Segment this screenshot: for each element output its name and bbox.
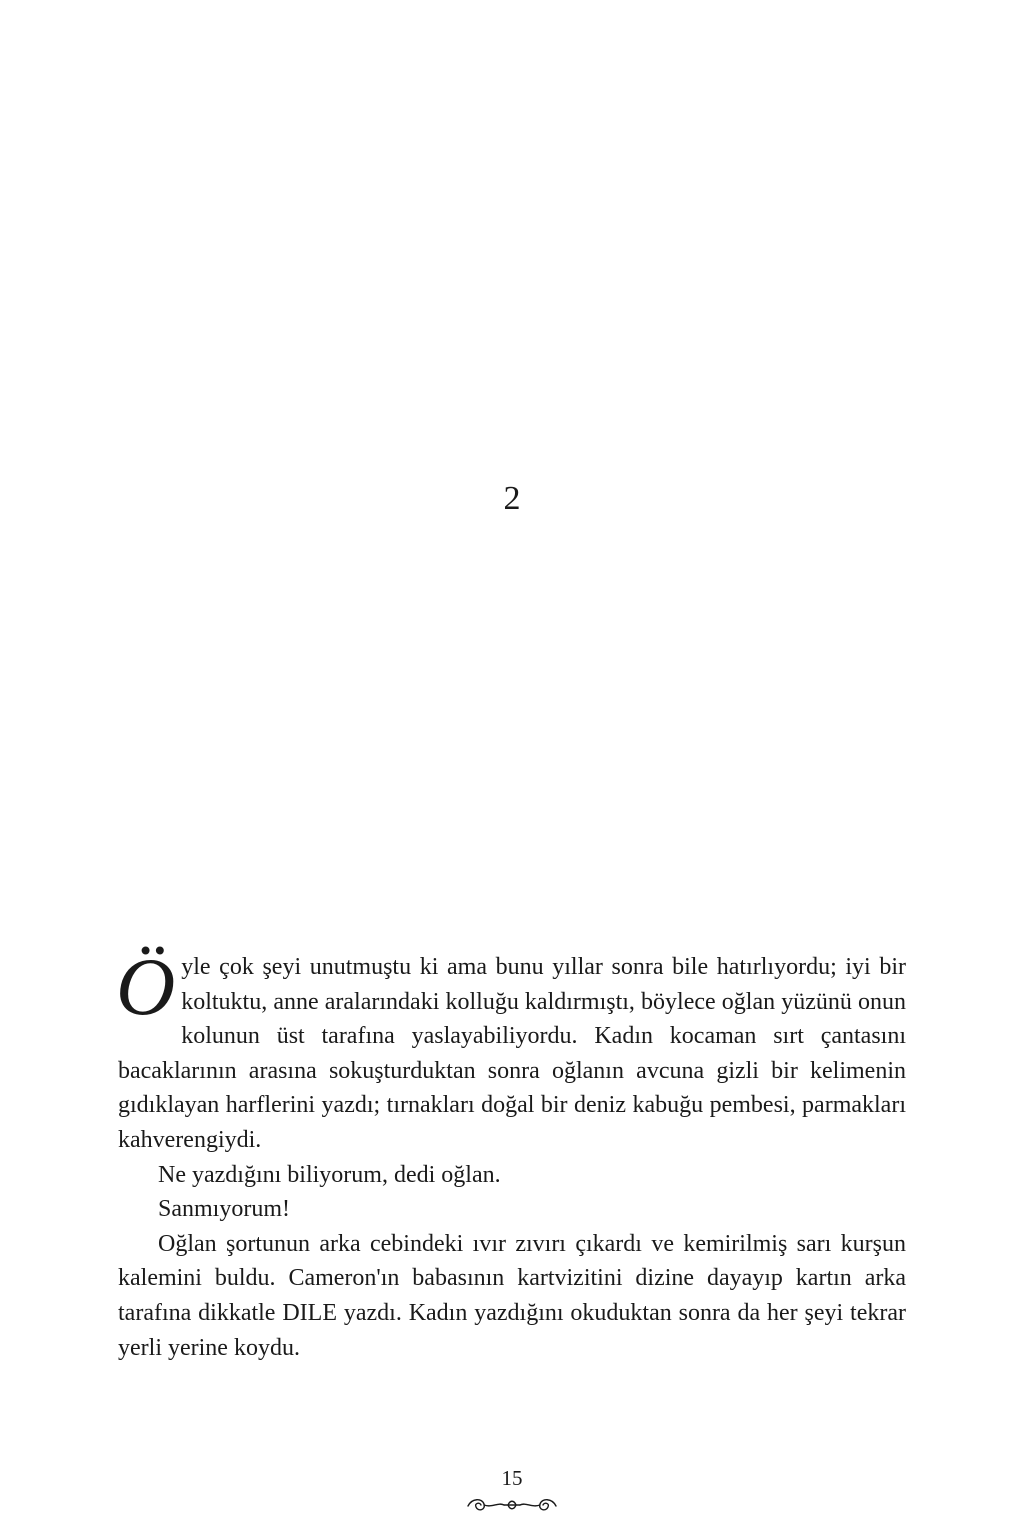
paragraph-1-text: yle çok şeyi unutmuştu ki ama bunu yıllar sonra bile hatırlıyordu; iyi bir koltuktu, anne aralarındaki kolluğu kaldırmıştı, böylece oğlan yüzünü onun kolunun üst tarafına yaslayabiliyordu. Kadın kocaman sırt çantasını bacaklarının arasına sokuşturduktan sonra oğlanın avcuna gizli bir kelimenin gıdıklayan harflerini yazdı; tırnakları doğal bir deniz kabuğu pembesi, parmakları kahverengiydi. — [118, 954, 906, 1153]
drop-cap: Ö — [116, 941, 176, 1032]
paragraph-1 — [116, 941, 906, 1158]
flourish-ornament-icon — [462, 1494, 562, 1516]
paragraph-4: Oğlan şortunun arka cebindeki ıvır zıvırı çıkardı ve kemirilmiş sarı kurşun kalemini buldu. Cameron'ın babasının kartvizitini dizine dayayıp kartın arka tarafına dikkatle DILE yazdı. Kadın yazdığını okuduktan sonra da her şeyi tekrar yerli yerine koydu. — [118, 1230, 906, 1361]
paragraph-3: Sanmıyorum! — [158, 1196, 290, 1223]
chapter-number: 2 — [503, 480, 521, 517]
page-number: 15 — [501, 1466, 523, 1490]
body-text — [116, 941, 906, 1365]
paragraph-2: Ne yazdığını biliyorum, dedi oğlan. — [158, 1161, 501, 1188]
